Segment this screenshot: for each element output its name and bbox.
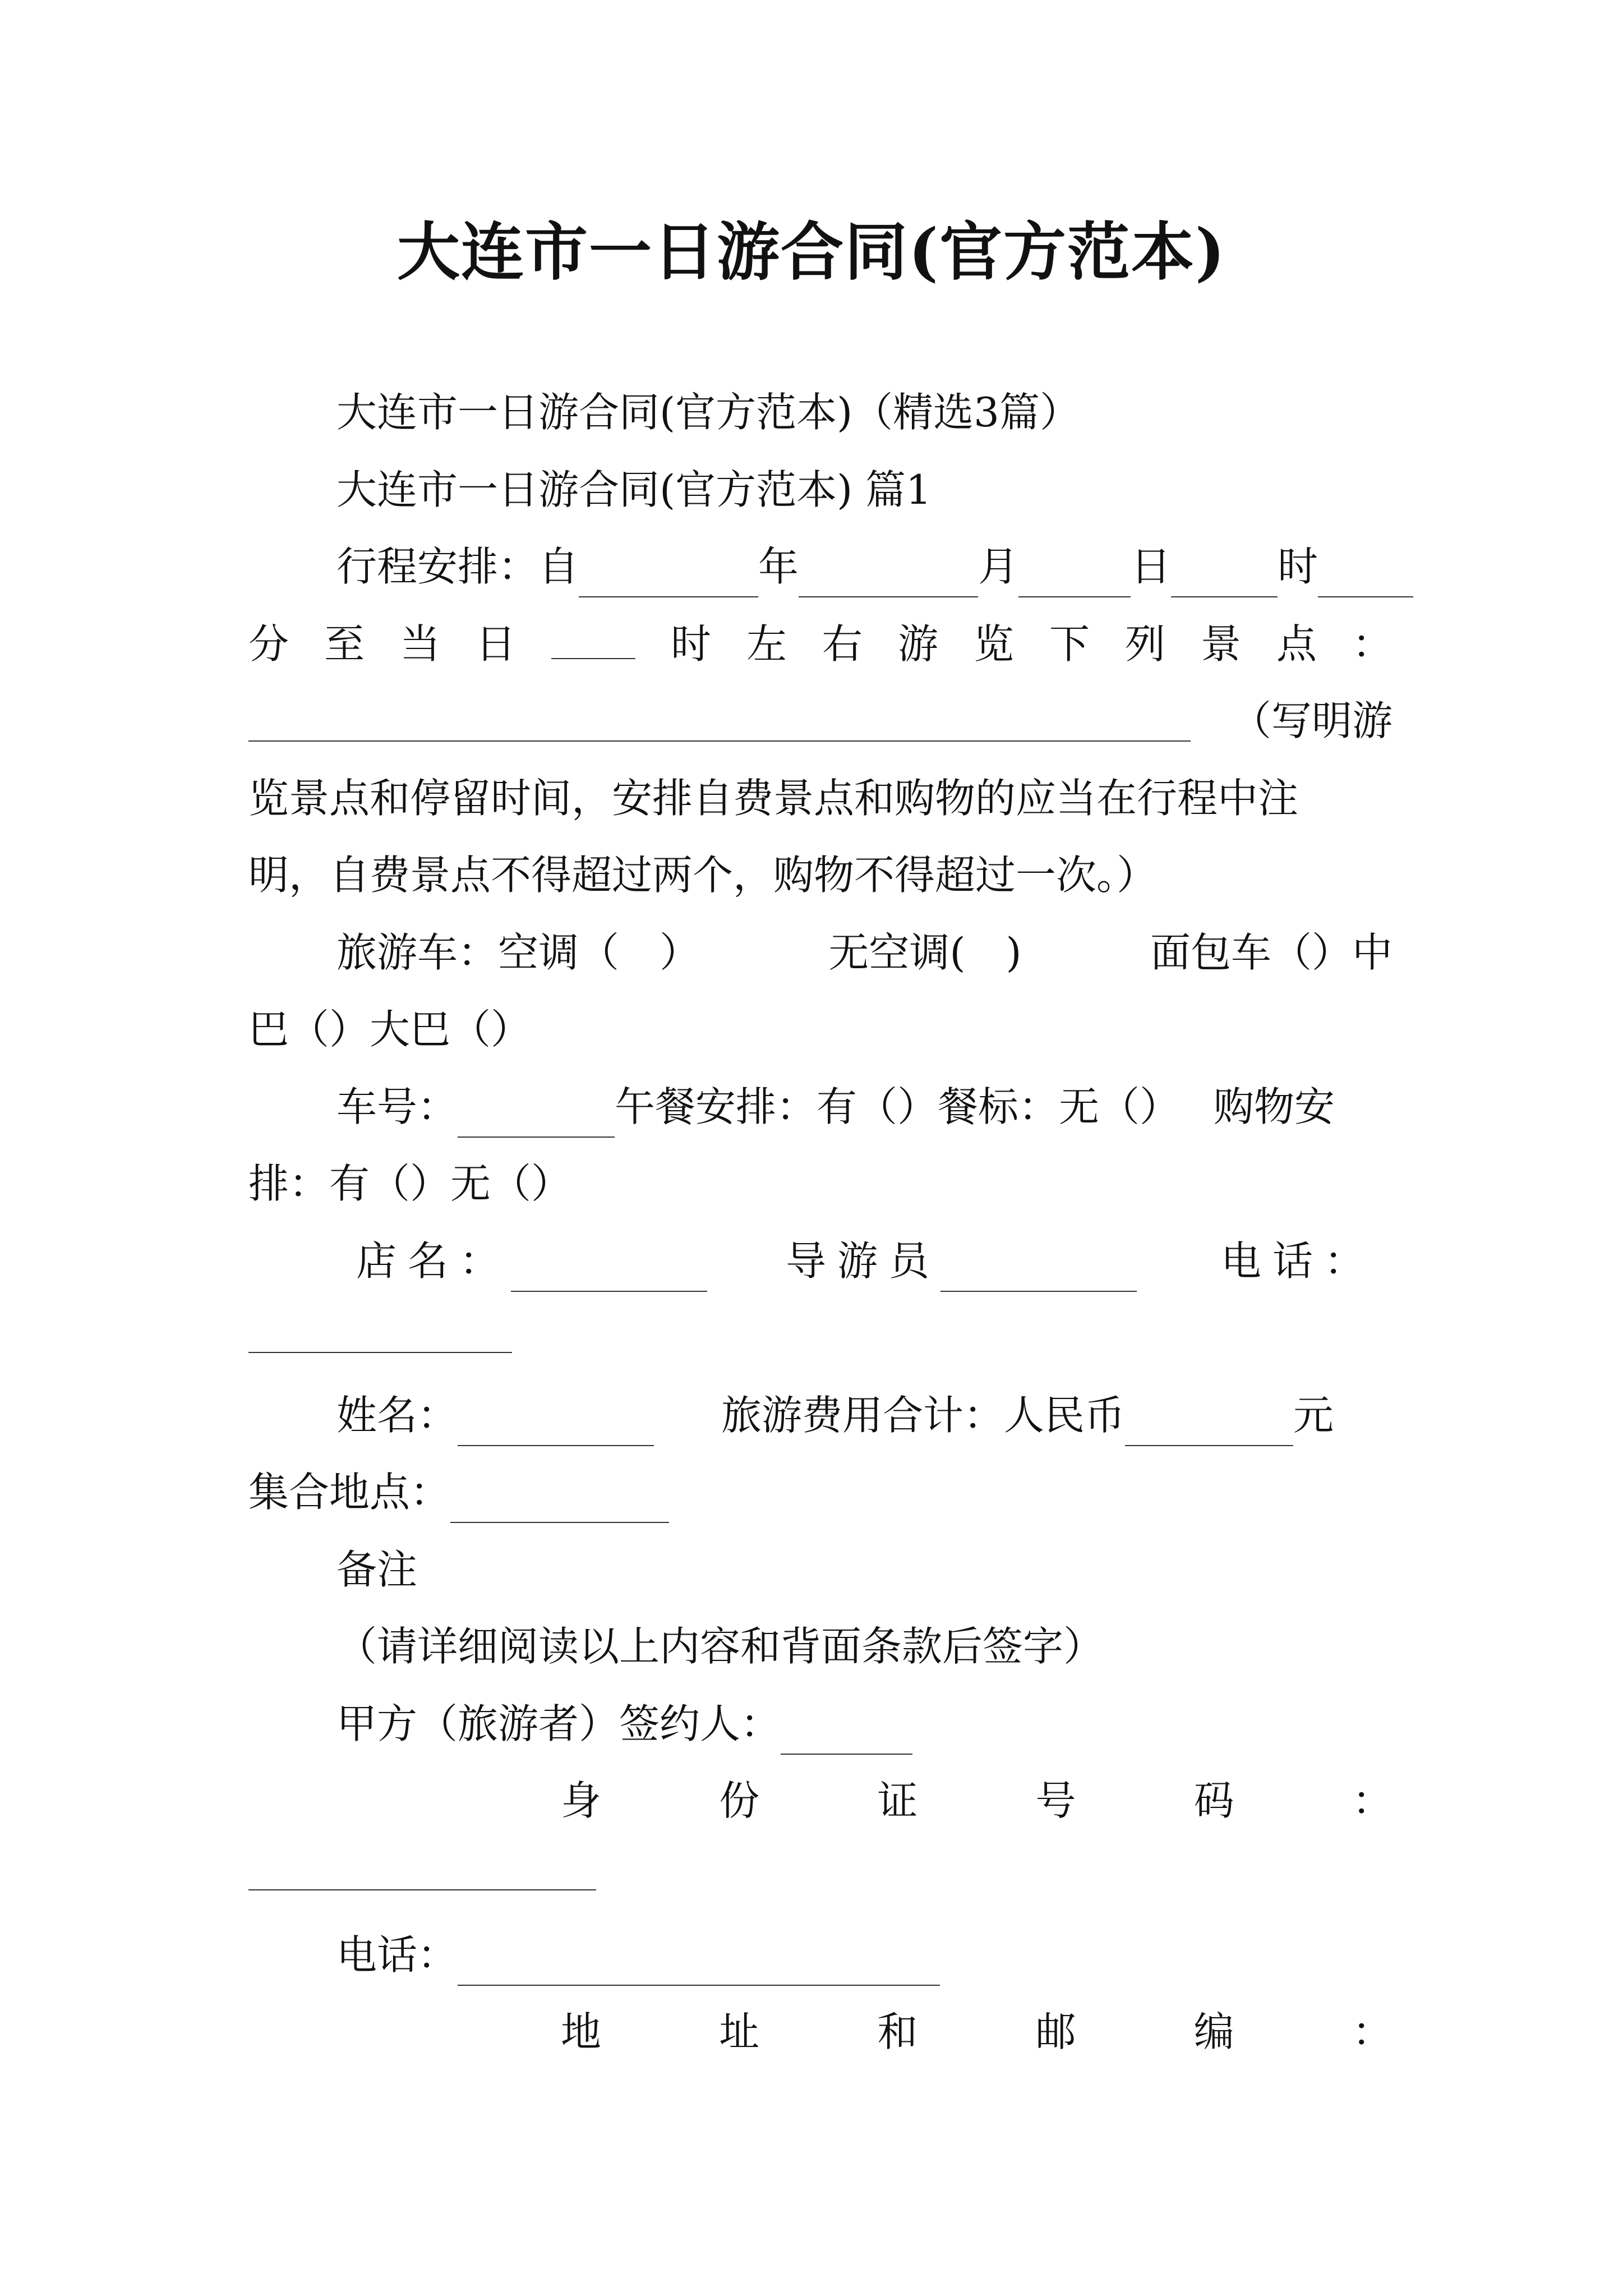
text-char: ：: [1352, 620, 1393, 668]
bus-no-aircon-option: 无空调( ): [828, 929, 1022, 976]
bus-aircon-option: 旅游车：空调（ ）: [336, 929, 700, 976]
itinerary-line-1: [336, 536, 1393, 597]
text-char: 时: [670, 620, 711, 668]
text-char: 地: [561, 2008, 602, 2055]
text-char: 左: [746, 620, 787, 668]
remark: 备注: [336, 1546, 418, 1593]
text-char: 身: [561, 1777, 602, 1824]
bus-line-1: [336, 922, 1393, 983]
blank-field: [458, 1092, 615, 1138]
guide-label: 导游员: [786, 1237, 941, 1285]
blank-field: [579, 551, 758, 597]
itinerary-year: 年: [758, 543, 799, 590]
fee-unit: 元: [1293, 1392, 1334, 1439]
text-char: 和: [877, 2008, 918, 2055]
text-char: 码: [1193, 1777, 1234, 1824]
party-a-label: 甲方（旅游者）签约人：: [336, 1700, 781, 1747]
itinerary-note-line-3: 明，自费景点不得超过两个，购物不得超过一次。）: [248, 852, 1158, 899]
itinerary-note-line-2: 览景点和停留时间，安排自费景点和购物的应当在行程中注: [248, 775, 1299, 822]
name-label: 姓名：: [336, 1392, 458, 1439]
address-line: [561, 2001, 1393, 2063]
phone-line: [336, 1924, 1393, 1986]
text-char: 编: [1193, 2008, 1234, 2055]
text-char: 右: [822, 620, 863, 668]
bus-line-2: 巴（）大巴（）: [248, 1006, 532, 1053]
text-char: 游: [897, 620, 938, 668]
text-char: 览: [973, 620, 1014, 668]
text-char: 份: [719, 1777, 760, 1824]
party-a-line: [336, 1693, 1393, 1755]
text-char: 列: [1124, 620, 1165, 668]
blank-field: [781, 1709, 912, 1755]
plate-line: [336, 1076, 1393, 1138]
shopping-line: 排：有（）无（）: [248, 1160, 572, 1207]
meeting-label: 集合地点：: [248, 1469, 451, 1516]
itinerary-label: 行程安排：自: [336, 543, 579, 590]
document-title: 大连市一日游合同(官方范本): [397, 215, 1226, 289]
text-char: 当: [400, 620, 441, 668]
shop-line: [356, 1230, 1393, 1292]
itinerary-day: 日: [1131, 543, 1172, 590]
blank-field: [940, 1246, 1137, 1292]
text-char: 日: [476, 620, 517, 668]
text-char: 证: [877, 1777, 918, 1824]
text-char: 邮: [1035, 2008, 1076, 2055]
itinerary-note-start: （写明游: [1230, 697, 1393, 744]
blank-field: [799, 551, 978, 597]
blank-field: [458, 1400, 654, 1446]
blank-field: [1318, 551, 1413, 597]
text-char: 景: [1200, 620, 1241, 668]
meal-arrangement: 午餐安排：有（）餐标：无（）: [615, 1083, 1181, 1130]
section-heading: 大连市一日游合同(官方范本) 篇1: [336, 466, 932, 513]
meeting-line: [248, 1461, 1393, 1523]
text-char: 号: [1035, 1777, 1076, 1824]
blank-field: [511, 1246, 707, 1292]
blank-field: [458, 1940, 940, 1986]
text-char: 点: [1276, 620, 1317, 668]
blank-field: [1018, 551, 1131, 597]
blank-field: [1171, 551, 1278, 597]
itinerary-line-2: [248, 613, 1393, 675]
text-char: ：: [1352, 2008, 1393, 2055]
text-char: 分: [248, 620, 289, 668]
itinerary-hour: 时: [1278, 543, 1318, 590]
blank-field: [551, 613, 635, 659]
document-subtitle: 大连市一日游合同(官方范本)（精选3篇）: [336, 389, 1080, 436]
text-char: ：: [1352, 1777, 1393, 1824]
fee-label: 旅游费用合计：人民币: [721, 1392, 1126, 1439]
text-char: 下: [1049, 620, 1090, 668]
text-char: 至: [324, 620, 365, 668]
bus-van-option: 面包车（）中: [1150, 929, 1393, 976]
blank-field: [1125, 1400, 1293, 1446]
plate-label: 车号：: [336, 1083, 458, 1130]
id-number-line: [561, 1770, 1393, 1832]
blank-field: [248, 1352, 512, 1353]
blank-field: [248, 740, 1191, 742]
blank-field: [248, 1889, 596, 1890]
shopping-label-start: 购物安: [1214, 1083, 1335, 1130]
text-char: 址: [719, 2008, 760, 2055]
reminder: （请详细阅读以上内容和背面条款后签字）: [336, 1623, 1104, 1670]
blank-field: [450, 1477, 669, 1523]
shop-name-label: 店名：: [356, 1237, 511, 1285]
itinerary-month: 月: [978, 543, 1019, 590]
phone-label: 电话：: [1221, 1237, 1376, 1285]
person-line: [336, 1384, 1393, 1446]
phone-label: 电话：: [336, 1931, 458, 1978]
